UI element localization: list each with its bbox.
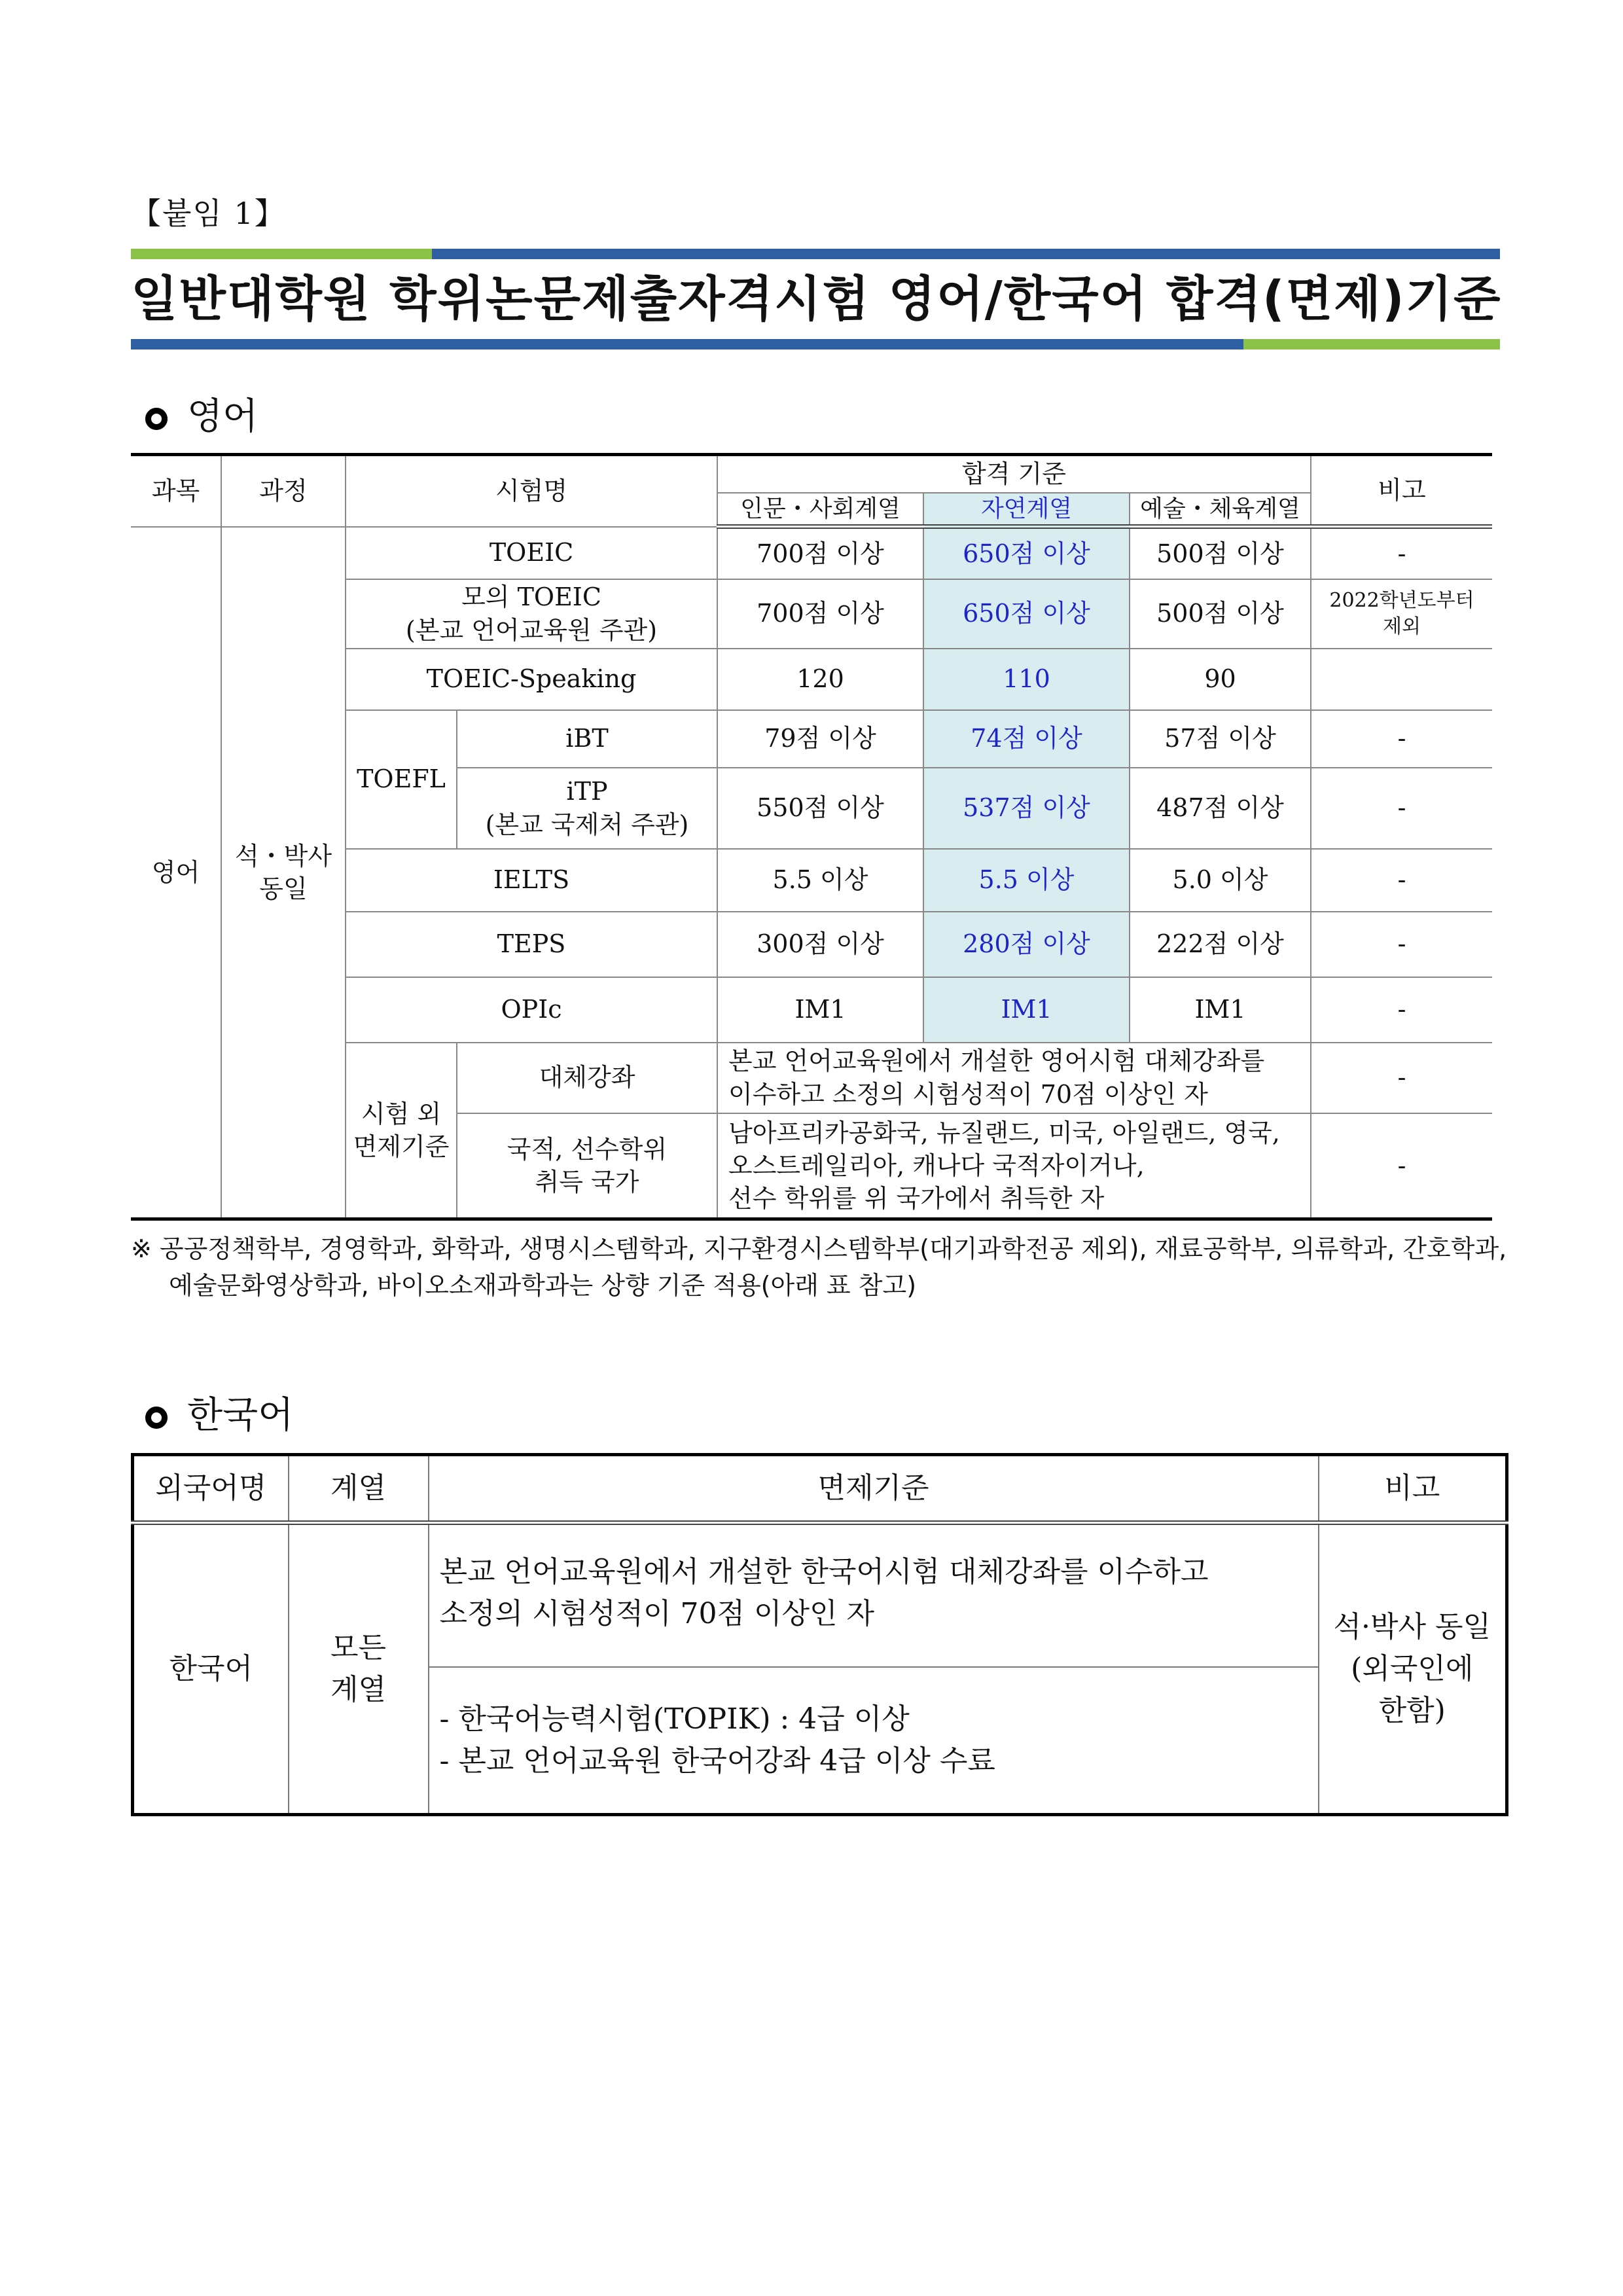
score-arts: 500점 이상 xyxy=(1130,527,1311,579)
criteria-cell: 본교 언어교육원에서 개설한 한국어시험 대체강좌를 이수하고 소정의 시험성적이 70점 이상인 자 xyxy=(429,1523,1319,1667)
score-natural: 650점 이상 xyxy=(923,527,1130,579)
title-bottom-bar-blue xyxy=(131,339,1243,350)
test-name: iBT xyxy=(457,710,717,768)
remarks-cell: 석·박사 동일 (외국인에 한함) xyxy=(1319,1523,1507,1815)
score-humanities: 550점 이상 xyxy=(717,768,923,849)
test-name: TOEIC xyxy=(346,527,717,579)
circle-bullet-icon xyxy=(145,408,168,430)
exemption-description: 본교 언어교육원에서 개설한 영어시험 대체강좌를 이수하고 소정의 시험성적이 70점 이상인 자 xyxy=(717,1043,1311,1113)
remark: - xyxy=(1311,849,1492,912)
section-title: 영어 xyxy=(187,395,259,438)
score-humanities: 120 xyxy=(717,649,923,710)
remark: - xyxy=(1311,527,1492,579)
remark: 2022학년도부터 제외 xyxy=(1311,579,1492,649)
footnote-line: ※ 공공정책학부, 경영학과, 화학과, 생명시스템학과, 지구환경시스템학부(대기과학전공 제외), 재료공학부, 의류학과, 간호학과, xyxy=(131,1234,1507,1263)
remark: - xyxy=(1311,1113,1492,1219)
test-name: OPIc xyxy=(346,977,717,1043)
score-humanities: 5.5 이상 xyxy=(717,849,923,912)
header-subject: 과목 xyxy=(131,455,221,527)
header-remarks: 비고 xyxy=(1311,455,1492,527)
title-top-bar-blue xyxy=(432,249,1500,259)
toefl-group: TOEFL xyxy=(346,710,457,849)
score-natural: 5.5 이상 xyxy=(923,849,1130,912)
score-arts: 487점 이상 xyxy=(1130,768,1311,849)
english-criteria-table xyxy=(131,453,1492,1221)
title-top-bar-green xyxy=(131,249,432,259)
header-remarks: 비고 xyxy=(1319,1455,1507,1523)
exemption-group: 시험 외 면제기준 xyxy=(346,1043,457,1219)
remark: - xyxy=(1311,710,1492,768)
score-humanities: 300점 이상 xyxy=(717,912,923,977)
test-name: IELTS xyxy=(346,849,717,912)
remark xyxy=(1311,649,1492,710)
remark: - xyxy=(1311,768,1492,849)
circle-bullet-icon xyxy=(145,1407,168,1429)
score-arts: 222점 이상 xyxy=(1130,912,1311,977)
remark: - xyxy=(1311,1043,1492,1113)
score-humanities: 700점 이상 xyxy=(717,579,923,649)
section-title: 한국어 xyxy=(187,1394,294,1437)
score-arts: 57점 이상 xyxy=(1130,710,1311,768)
subject-cell: 영어 xyxy=(131,527,221,1219)
header-language: 외국어명 xyxy=(133,1455,289,1523)
exemption-description: 남아프리카공화국, 뉴질랜드, 미국, 아일랜드, 영국, 오스트레일리아, 캐나다 국적자이거나, 선수 학위를 위 국가에서 취득한 자 xyxy=(717,1113,1311,1219)
score-natural: 74점 이상 xyxy=(923,710,1130,768)
score-humanities: IM1 xyxy=(717,977,923,1043)
header-test-name: 시험명 xyxy=(346,455,717,527)
english-section-heading xyxy=(145,387,258,440)
header-course: 과정 xyxy=(221,455,346,527)
footnote xyxy=(131,1230,1505,1304)
test-name: TOEIC-Speaking xyxy=(346,649,717,710)
score-arts: 5.0 이상 xyxy=(1130,849,1311,912)
table-row xyxy=(133,1523,1507,1667)
score-natural: 650점 이상 xyxy=(923,579,1130,649)
attachment-label: 【붙임 1】 xyxy=(131,196,286,231)
score-humanities: 79점 이상 xyxy=(717,710,923,768)
score-arts: 500점 이상 xyxy=(1130,579,1311,649)
course-cell: 석・박사 동일 xyxy=(221,527,346,1219)
test-name: 모의 TOEIC (본교 언어교육원 주관) xyxy=(346,579,717,649)
score-natural: 280점 이상 xyxy=(923,912,1130,977)
language-cell: 한국어 xyxy=(133,1523,289,1815)
criteria-cell: - 한국어능력시험(TOPIK) : 4급 이상 - 본교 언어교육원 한국어강좌 4급 이상 수료 xyxy=(429,1667,1319,1815)
score-natural: 537점 이상 xyxy=(923,768,1130,849)
remark: - xyxy=(1311,977,1492,1043)
header-natural: 자연계열 xyxy=(923,493,1130,527)
header-field: 계열 xyxy=(289,1455,429,1523)
table-row xyxy=(131,527,1492,579)
title-bottom-bar-green xyxy=(1243,339,1500,350)
test-name: 대체강좌 xyxy=(457,1043,717,1113)
score-arts: IM1 xyxy=(1130,977,1311,1043)
score-natural: IM1 xyxy=(923,977,1130,1043)
korean-criteria-table xyxy=(131,1453,1508,1816)
korean-section-heading xyxy=(145,1386,293,1439)
test-name: iTP (본교 국제처 주관) xyxy=(457,768,717,849)
header-pass-criteria: 합격 기준 xyxy=(717,455,1311,493)
score-humanities: 700점 이상 xyxy=(717,527,923,579)
score-natural: 110 xyxy=(923,649,1130,710)
footnote-line: 예술문화영상학과, 바이오소재과학과는 상향 기준 적용(아래 표 참고) xyxy=(169,1271,917,1300)
header-humanities: 인문・사회계열 xyxy=(717,493,923,527)
field-cell: 모든 계열 xyxy=(289,1523,429,1815)
page-title: 일반대학원 학위논문제출자격시험 영어/한국어 합격(면제)기준 xyxy=(131,271,1502,327)
score-arts: 90 xyxy=(1130,649,1311,710)
remark: - xyxy=(1311,912,1492,977)
test-name: 국적, 선수학위 취득 국가 xyxy=(457,1113,717,1219)
test-name: TEPS xyxy=(346,912,717,977)
header-arts: 예술・체육계열 xyxy=(1130,493,1311,527)
header-criteria: 면제기준 xyxy=(429,1455,1319,1523)
